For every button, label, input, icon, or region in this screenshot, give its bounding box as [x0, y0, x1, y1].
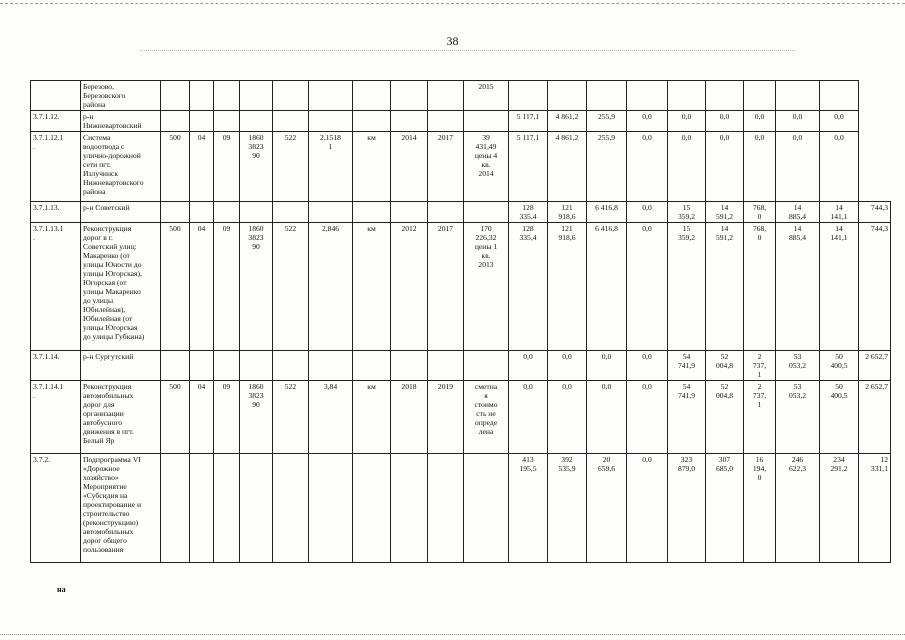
value-cell: 0,0 — [509, 351, 548, 381]
item-code-cell — [31, 81, 81, 111]
row-bely-yar-roads — [31, 381, 891, 454]
value-cell: 3,84 — [309, 381, 353, 454]
value-cell — [428, 202, 464, 223]
value-cell: 0,0 — [627, 381, 668, 454]
value-cell: 0,0 — [668, 111, 706, 132]
row-nizhnevartovsk-district — [31, 111, 891, 132]
value-cell — [309, 111, 353, 132]
item-name-cell: р-н Советский — [81, 202, 161, 223]
row-surgut-district — [31, 351, 891, 381]
value-cell: 0,0 — [706, 132, 744, 202]
value-cell: 52 004,8 — [706, 351, 744, 381]
value-cell — [309, 454, 353, 563]
value-cell: 2 737, 1 — [744, 381, 776, 454]
value-cell: 2,1518 1 — [309, 132, 353, 202]
item-code-cell: 3.7.1.14. — [31, 351, 81, 381]
value-cell: 128 335,4 — [509, 223, 548, 351]
value-cell — [391, 81, 428, 111]
value-cell: 2019 — [428, 381, 464, 454]
value-cell — [353, 81, 391, 111]
value-cell — [464, 202, 509, 223]
value-cell: 54 741,9 — [668, 351, 706, 381]
value-cell — [240, 454, 273, 563]
value-cell — [240, 111, 273, 132]
value-cell — [190, 454, 214, 563]
value-cell: 522 — [273, 381, 309, 454]
value-cell: 4 861,2 — [548, 132, 587, 202]
value-cell — [161, 454, 190, 563]
value-cell — [309, 351, 353, 381]
value-cell: 1860 3823 90 — [240, 223, 273, 351]
value-cell: 5 117,1 — [509, 111, 548, 132]
value-cell — [190, 351, 214, 381]
value-cell — [353, 111, 391, 132]
value-cell: 6 416,8 — [587, 202, 627, 223]
value-cell: сметна я стоимо сть не опреде лена — [464, 381, 509, 454]
budget-table — [30, 80, 891, 563]
item-code-cell: 3.7.1.12.1 . — [31, 132, 81, 202]
value-cell — [744, 81, 776, 111]
value-cell: 0,0 — [744, 132, 776, 202]
value-cell — [391, 202, 428, 223]
value-cell: 2017 — [428, 132, 464, 202]
value-cell: 234 291,2 — [820, 454, 859, 563]
value-cell — [214, 111, 240, 132]
row-berezovo — [31, 81, 891, 111]
item-name-cell: Реконструкция автомобильных дорог для организации автобусного движения в пгт. Белый Яр — [81, 381, 161, 454]
item-name-cell: р-н Сургутский — [81, 351, 161, 381]
item-name-cell: Система водоотвода с улично-дорожной сети пгт. Излучинск Нижневартовского района — [81, 132, 161, 202]
footer-note: на — [57, 585, 66, 594]
value-cell: 2,846 — [309, 223, 353, 351]
value-cell: 392 535,9 — [548, 454, 587, 563]
value-cell: 04 — [190, 223, 214, 351]
value-cell: 2 737, 1 — [744, 351, 776, 381]
value-cell — [428, 81, 464, 111]
scan-line-header — [140, 50, 795, 51]
value-cell — [190, 202, 214, 223]
value-cell: 0,0 — [706, 111, 744, 132]
value-cell: 14 141,1 — [820, 202, 859, 223]
item-name-cell: Подпрограмма VI «Дорожное хозяйство» Мероприятие «Субсидия на проектирование и строительство (реконструкцию) автомобильных дорог общего пользования — [81, 454, 161, 563]
value-cell: 14 885,4 — [776, 223, 820, 351]
row-subprogram-vi — [31, 454, 891, 563]
value-cell — [587, 81, 627, 111]
item-name-cell: Реконструкция дорог в г. Советский улиц: Макаренко (от улицы Юности до улицы Югорская), Югорская (от улицы Макаренко до улицы Юбилейная), Юбилейная (от улицы Югорская до улицы Губкина) — [81, 223, 161, 351]
value-cell: 500 — [161, 132, 190, 202]
value-cell: 2 652,7 — [859, 381, 891, 454]
value-cell — [214, 81, 240, 111]
value-cell — [273, 351, 309, 381]
value-cell: км — [353, 381, 391, 454]
value-cell: 0,0 — [627, 132, 668, 202]
value-cell: 0,0 — [627, 454, 668, 563]
item-code-cell: 3.7.1.14.1 . — [31, 381, 81, 454]
value-cell: 0,0 — [509, 381, 548, 454]
value-cell — [161, 351, 190, 381]
value-cell: 14 141,1 — [820, 223, 859, 351]
value-cell — [240, 351, 273, 381]
value-cell — [309, 81, 353, 111]
value-cell: 0,0 — [627, 202, 668, 223]
value-cell: 500 — [161, 381, 190, 454]
value-cell: 768, 0 — [744, 202, 776, 223]
value-cell: 2018 — [391, 381, 428, 454]
item-code-cell: 3.7.1.13.1 . — [31, 223, 81, 351]
value-cell: 2015 — [464, 81, 509, 111]
value-cell: 0,0 — [548, 381, 587, 454]
value-cell — [161, 111, 190, 132]
value-cell: 52 004,8 — [706, 381, 744, 454]
scan-edge-bottom — [0, 634, 905, 635]
value-cell: 09 — [214, 381, 240, 454]
table-body — [31, 81, 891, 563]
value-cell: 1860 3823 90 — [240, 381, 273, 454]
value-cell: 128 335,4 — [509, 202, 548, 223]
value-cell: км — [353, 132, 391, 202]
value-cell: 14 885,4 — [776, 202, 820, 223]
value-cell: 170 226,32 цены 1 кв. 2013 — [464, 223, 509, 351]
value-cell: 0,0 — [627, 223, 668, 351]
value-cell: 255,9 — [587, 111, 627, 132]
value-cell — [548, 81, 587, 111]
value-cell: 0,0 — [820, 132, 859, 202]
value-cell: 14 591,2 — [706, 202, 744, 223]
value-cell: 0,0 — [776, 111, 820, 132]
value-cell — [214, 351, 240, 381]
value-cell: км — [353, 223, 391, 351]
value-cell: 5 117,1 — [509, 132, 548, 202]
value-cell — [190, 111, 214, 132]
value-cell: 0,0 — [587, 381, 627, 454]
value-cell — [509, 81, 548, 111]
value-cell: 50 400,5 — [820, 381, 859, 454]
value-cell: 2 652,7 — [859, 351, 891, 381]
row-sovetsky-road-reconstruction — [31, 223, 891, 351]
value-cell: 20 659,6 — [587, 454, 627, 563]
value-cell — [273, 111, 309, 132]
value-cell: 413 195,5 — [509, 454, 548, 563]
value-cell: 6 416,8 — [587, 223, 627, 351]
value-cell — [309, 202, 353, 223]
value-cell — [776, 81, 820, 111]
value-cell — [391, 111, 428, 132]
value-cell: 04 — [190, 381, 214, 454]
value-cell — [391, 351, 428, 381]
value-cell — [161, 202, 190, 223]
value-cell: 15 359,2 — [668, 202, 706, 223]
value-cell — [214, 202, 240, 223]
value-cell: 15 359,2 — [668, 223, 706, 351]
value-cell — [706, 81, 744, 111]
value-cell: 14 591,2 — [706, 223, 744, 351]
value-cell — [668, 81, 706, 111]
value-cell: 121 918,6 — [548, 223, 587, 351]
value-cell — [353, 351, 391, 381]
value-cell — [161, 81, 190, 111]
value-cell — [464, 454, 509, 563]
item-code-cell: 3.7.1.12. — [31, 111, 81, 132]
value-cell — [464, 111, 509, 132]
value-cell: 307 685,0 — [706, 454, 744, 563]
value-cell — [428, 351, 464, 381]
value-cell: 522 — [273, 132, 309, 202]
value-cell: 4 861,2 — [548, 111, 587, 132]
value-cell: 744,3 — [859, 202, 891, 223]
value-cell: 0,0 — [587, 351, 627, 381]
value-cell: 09 — [214, 223, 240, 351]
item-code-cell: 3.7.1.13. — [31, 202, 81, 223]
value-cell: 50 400,5 — [820, 351, 859, 381]
value-cell — [820, 81, 859, 111]
value-cell — [214, 454, 240, 563]
value-cell: 53 053,2 — [776, 351, 820, 381]
row-izluchinsk-drainage — [31, 132, 891, 202]
value-cell: 0,0 — [627, 111, 668, 132]
value-cell: 12 331,1 — [859, 454, 891, 563]
value-cell — [428, 111, 464, 132]
value-cell: 522 — [273, 223, 309, 351]
value-cell: 0,0 — [744, 111, 776, 132]
value-cell — [273, 202, 309, 223]
value-cell: 500 — [161, 223, 190, 351]
value-cell — [273, 81, 309, 111]
value-cell: 323 879,0 — [668, 454, 706, 563]
value-cell — [273, 454, 309, 563]
value-cell: 255,9 — [587, 132, 627, 202]
value-cell: 09 — [214, 132, 240, 202]
value-cell: 04 — [190, 132, 214, 202]
item-code-cell: 3.7.2. — [31, 454, 81, 563]
value-cell — [464, 351, 509, 381]
value-cell — [627, 81, 668, 111]
value-cell — [391, 454, 428, 563]
value-cell: 0,0 — [820, 111, 859, 132]
value-cell: 744,3 — [859, 223, 891, 351]
value-cell — [353, 202, 391, 223]
value-cell: 121 918,6 — [548, 202, 587, 223]
scan-edge-top — [0, 3, 905, 4]
value-cell: 768, 0 — [744, 223, 776, 351]
value-cell: 1860 3823 90 — [240, 132, 273, 202]
value-cell: 2014 — [391, 132, 428, 202]
value-cell: 16 194, 0 — [744, 454, 776, 563]
value-cell — [428, 454, 464, 563]
value-cell: 54 741,9 — [668, 381, 706, 454]
value-cell: 0,0 — [548, 351, 587, 381]
value-cell — [240, 81, 273, 111]
value-cell: 0,0 — [668, 132, 706, 202]
item-name-cell: р-н Нижневартовский — [81, 111, 161, 132]
value-cell: 39 431,49 цены 4 кв. 2014 — [464, 132, 509, 202]
value-cell — [190, 81, 214, 111]
page-number: 38 — [446, 34, 459, 48]
item-name-cell: Березово, Березовского района — [81, 81, 161, 111]
value-cell: 2012 — [391, 223, 428, 351]
value-cell: 2017 — [428, 223, 464, 351]
value-cell: 0,0 — [627, 351, 668, 381]
value-cell: 246 622,3 — [776, 454, 820, 563]
value-cell: 53 053,2 — [776, 381, 820, 454]
row-sovetsky-district — [31, 202, 891, 223]
value-cell — [353, 454, 391, 563]
value-cell: 0,0 — [776, 132, 820, 202]
value-cell — [240, 202, 273, 223]
